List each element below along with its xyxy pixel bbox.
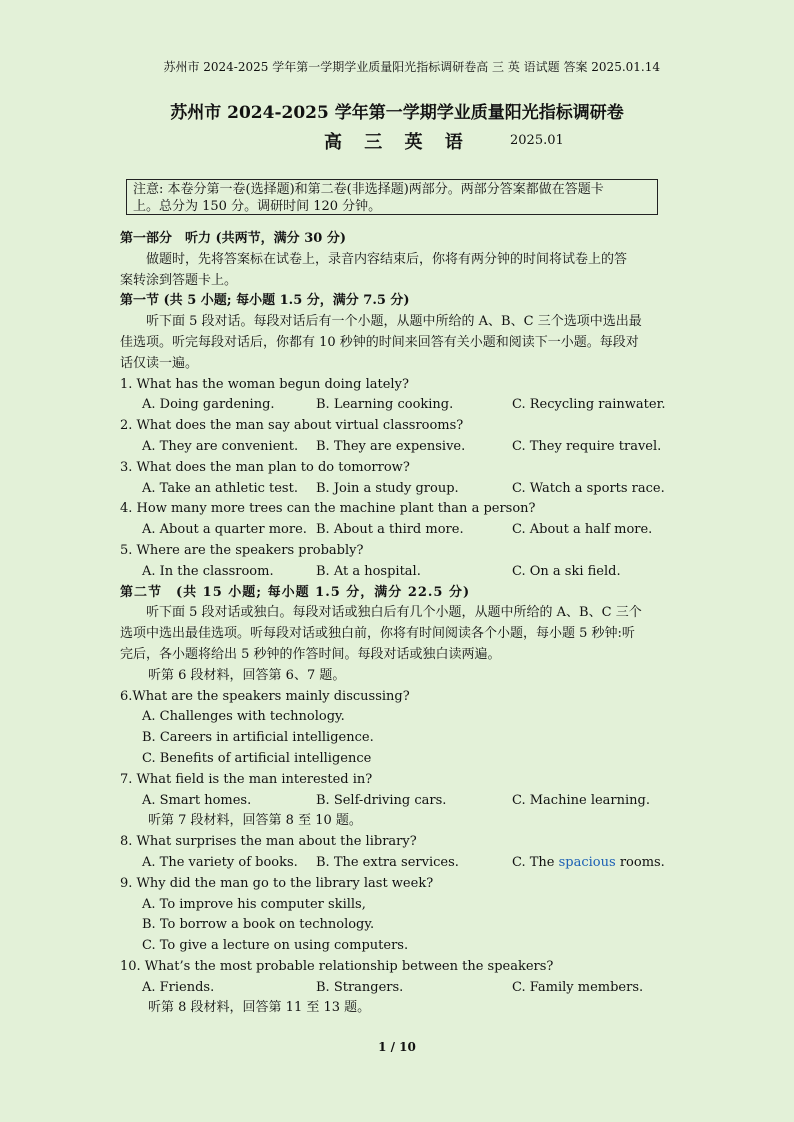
question-options	[120, 562, 676, 583]
section2-instruction: 听下面 5 段对话或独白。每段对话或独白后有几个小题，从题中所给的 A、B、C 三个	[146, 605, 642, 621]
option-b: B. The extra services.	[316, 854, 459, 870]
material-note: 听第 8 段材料，回答第 11 至 13 题。	[148, 1000, 371, 1016]
question-options	[120, 520, 676, 541]
option-a: A. About a quarter more.	[142, 522, 307, 538]
section1-heading: 第一节 (共 5 小题; 每小题 1.5 分，满分 7.5 分)	[120, 293, 410, 309]
option-c: C. Watch a sports race.	[512, 480, 665, 496]
option-c-prefix: C. The	[512, 854, 559, 870]
option-b: B. To borrow a book on technology.	[142, 917, 375, 933]
question: 9. Why did the man go to the library last week?	[120, 875, 434, 891]
question: 10. What’s the most probable relationship between the speakers?	[120, 958, 554, 974]
page-number: 1 / 10	[378, 1040, 416, 1054]
section1-instruction: 佳选项。听完每段对话后，你都有 10 秒钟的时间来回答有关小题和阅读下一小题。每段对	[120, 334, 639, 350]
option-c	[512, 853, 665, 874]
exam-title: 苏州市 2024-2025 学年第一学期学业质量阳光指标调研卷	[170, 103, 624, 123]
option-c: C. Benefits of artificial intelligence	[142, 750, 372, 766]
question: 8. What surprises the man about the library?	[120, 834, 417, 850]
option-c-suffix: rooms.	[615, 854, 665, 870]
section2-instruction: 选项中选出最佳选项。听每段对话或独白前，你将有时间阅读各个小题，每小题 5 秒钟:听	[120, 626, 635, 642]
exam-date: 2025.01	[510, 133, 564, 148]
highlighted-word: spacious	[558, 854, 616, 870]
section1-instruction: 话仅读一遍。	[120, 355, 199, 371]
question: 7. What field is the man interested in?	[120, 771, 373, 787]
option-b: B. About a third more.	[316, 522, 464, 538]
part1-instruction: 案转涂到答题卡上。	[120, 272, 238, 288]
option-b: B. Join a study group.	[316, 480, 459, 496]
question-options	[120, 479, 676, 500]
exam-content	[120, 229, 676, 1019]
option-b: B. Self-driving cars.	[316, 792, 447, 808]
option-a: A. Friends.	[142, 979, 215, 995]
question-options	[120, 978, 676, 999]
question-options	[120, 791, 676, 812]
question: 6.What are the speakers mainly discussing?	[120, 688, 410, 704]
option-a: A. They are convenient.	[142, 438, 299, 454]
question-options	[120, 395, 676, 416]
option-c: C. To give a lecture on using computers.	[142, 938, 409, 954]
option-a: A. In the classroom.	[142, 563, 274, 579]
part1-heading: 第一部分 听力 (共两节，满分 30 分)	[120, 231, 346, 246]
option-b: B. They are expensive.	[316, 438, 466, 454]
part1-instruction: 做题时，先将答案标在试卷上，录音内容结束后，你将有两分钟的时间将试卷上的答	[146, 251, 628, 267]
question-options	[120, 437, 676, 458]
section2-instruction: 完后，各小题将给出 5 秒钟的作答时间。每段对话或独白读两遍。	[120, 646, 501, 662]
question: 3. What does the man plan to do tomorrow?	[120, 459, 410, 475]
option-c: C. They require travel.	[512, 438, 662, 454]
notice-box	[126, 179, 658, 215]
section1-instruction: 听下面 5 段对话。每段对话后有一个小题，从题中所给的 A、B、C 三个选项中选出最	[146, 314, 642, 330]
question: 4. How many more trees can the machine plant than a person?	[120, 501, 536, 517]
option-a: A. The variety of books.	[142, 854, 298, 870]
option-a: A. Challenges with technology.	[142, 709, 345, 725]
option-b: B. At a hospital.	[316, 563, 421, 579]
option-c: C. Recycling rainwater.	[512, 397, 666, 413]
question: 1. What has the woman begun doing lately?	[120, 376, 409, 392]
question: 2. What does the man say about virtual classrooms?	[120, 418, 464, 434]
material-note: 听第 7 段材料，回答第 8 至 10 题。	[148, 813, 362, 829]
running-header: 苏州市 2024-2025 学年第一学期学业质量阳光指标调研卷高 三 英 语试题 答案 2025.01.14	[163, 60, 660, 74]
option-b: B. Learning cooking.	[316, 397, 454, 413]
option-c: C. Machine learning.	[512, 792, 650, 808]
option-a: A. Smart homes.	[142, 792, 252, 808]
option-c: C. Family members.	[512, 979, 644, 995]
option-b: B. Strangers.	[316, 979, 404, 995]
material-note: 听第 6 段材料，回答第 6、7 题。	[148, 667, 346, 683]
option-a: A. Take an athletic test.	[142, 480, 298, 496]
question: 5. Where are the speakers probably?	[120, 542, 364, 558]
option-a: A. Doing gardening.	[142, 397, 275, 413]
section2-heading: 第二节 (共 15 小题; 每小题 1.5 分，满分 22.5 分)	[120, 584, 471, 600]
option-c: C. On a ski field.	[512, 563, 621, 579]
option-a: A. To improve his computer skills,	[142, 896, 366, 912]
question-options	[120, 853, 676, 874]
option-b: B. Careers in artificial intelligence.	[142, 730, 374, 746]
exam-subject: 高 三 英 语	[324, 132, 471, 153]
notice-line: 上。总分为 150 分。调研时间 120 分钟。	[133, 199, 382, 214]
option-c: C. About a half more.	[512, 522, 653, 538]
notice-line: 注意: 本卷分第一卷(选择题)和第二卷(非选择题)两部分。两部分答案都做在答题卡	[133, 182, 604, 197]
